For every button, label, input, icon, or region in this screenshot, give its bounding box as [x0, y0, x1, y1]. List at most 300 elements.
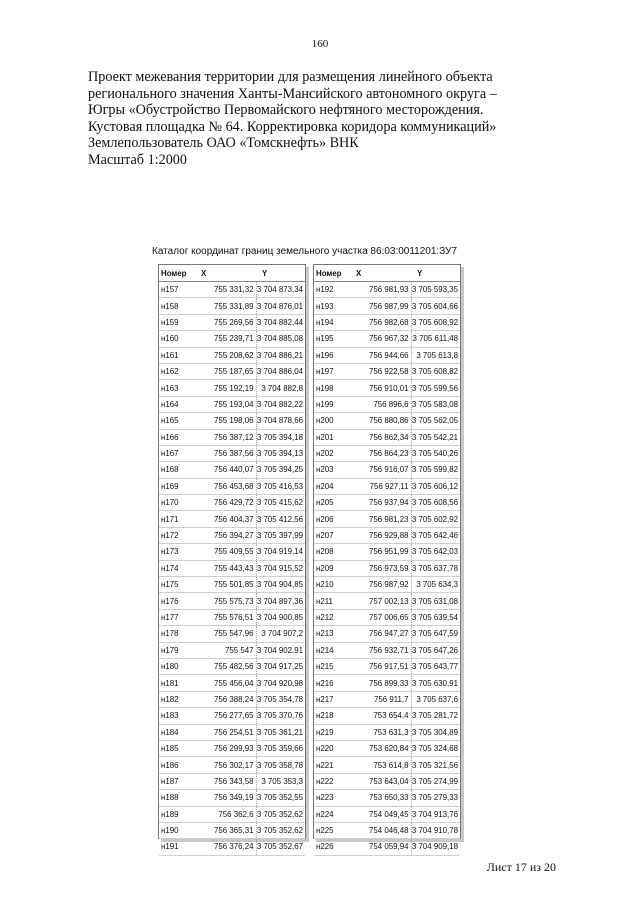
table-row: [159, 675, 305, 691]
x-coordinate-cell: 756 254,51: [195, 724, 256, 740]
point-number-cell: н220: [314, 740, 350, 756]
y-coordinate-cell: 3 704 882,44: [256, 314, 305, 330]
x-coordinate-cell: 756 916,07: [350, 462, 411, 478]
y-coordinate-cell: 3 705 604,66: [411, 298, 460, 314]
page-number: 160: [311, 38, 329, 50]
x-coordinate-cell: 756 911,7: [350, 691, 411, 707]
column-header-number: Номер: [159, 265, 195, 282]
table-row: [159, 740, 305, 756]
catalog-title: Каталог координат границ земельного участка 86:03:0011201:ЗУ7: [152, 246, 458, 257]
table-row: [159, 331, 305, 347]
table-row: [159, 282, 305, 298]
x-coordinate-cell: 753 614,8: [350, 757, 411, 773]
column-header-x: X: [195, 265, 256, 282]
point-number-cell: н160: [159, 331, 195, 347]
point-number-cell: н182: [159, 691, 195, 707]
table-row: [314, 658, 460, 674]
x-coordinate-cell: 754 046,48: [350, 822, 411, 838]
table-row: [159, 839, 305, 855]
point-number-cell: н215: [314, 658, 350, 674]
table-row: [314, 708, 460, 724]
table-row: [314, 577, 460, 593]
point-number-cell: н158: [159, 298, 195, 314]
x-coordinate-cell: 756 982,68: [350, 314, 411, 330]
table-row: [314, 724, 460, 740]
y-coordinate-cell: 3 705 352,62: [256, 822, 305, 838]
point-number-cell: н165: [159, 413, 195, 429]
table-row: [159, 658, 305, 674]
y-coordinate-cell: 3 704 904,85: [256, 577, 305, 593]
point-number-cell: н169: [159, 478, 195, 494]
point-number-cell: н203: [314, 462, 350, 478]
point-number-cell: н195: [314, 331, 350, 347]
y-coordinate-cell: 3 705 608,82: [411, 363, 460, 379]
table-row: [159, 822, 305, 838]
x-coordinate-cell: 755 208,62: [195, 347, 256, 363]
x-coordinate-cell: 756 932,71: [350, 642, 411, 658]
point-number-cell: н198: [314, 380, 350, 396]
y-coordinate-cell: 3 705 611,48: [411, 331, 460, 347]
heading-line: Проект межевания территории для размещения линейного объекта: [88, 69, 493, 85]
table-row: [314, 822, 460, 838]
point-number-cell: н202: [314, 445, 350, 461]
y-coordinate-cell: 3 705 352,55: [256, 790, 305, 806]
point-number-cell: н175: [159, 577, 195, 593]
point-number-cell: н221: [314, 757, 350, 773]
x-coordinate-cell: 755 547,96: [195, 626, 256, 642]
x-coordinate-cell: 756 376,24: [195, 839, 256, 855]
x-coordinate-cell: 755 331,89: [195, 298, 256, 314]
point-number-cell: н191: [159, 839, 195, 855]
y-coordinate-cell: 3 704 886,04: [256, 363, 305, 379]
x-coordinate-cell: 753 650,33: [350, 790, 411, 806]
point-number-cell: н199: [314, 396, 350, 412]
x-coordinate-cell: 757 002,13: [350, 593, 411, 609]
y-coordinate-cell: 3 704 910,78: [411, 822, 460, 838]
point-number-cell: н209: [314, 560, 350, 576]
table-row: [159, 445, 305, 461]
point-number-cell: н197: [314, 363, 350, 379]
point-number-cell: н173: [159, 544, 195, 560]
x-coordinate-cell: 755 331,32: [195, 282, 256, 298]
x-coordinate-cell: 757 006,65: [350, 609, 411, 625]
x-coordinate-cell: 756 981,23: [350, 511, 411, 527]
point-number-cell: н188: [159, 790, 195, 806]
table-row: [159, 757, 305, 773]
y-coordinate-cell: 3 704 882,8: [256, 380, 305, 396]
point-number-cell: н192: [314, 282, 350, 298]
x-coordinate-cell: 755 443,43: [195, 560, 256, 576]
y-coordinate-cell: 3 705 416,53: [256, 478, 305, 494]
table-row: [159, 363, 305, 379]
y-coordinate-cell: 3 704 876,01: [256, 298, 305, 314]
point-number-cell: н179: [159, 642, 195, 658]
y-coordinate-cell: 3 705 613,8: [411, 347, 460, 363]
x-coordinate-cell: 754 059,94: [350, 839, 411, 855]
x-coordinate-cell: 756 429,72: [195, 495, 256, 511]
table-row: [159, 626, 305, 642]
x-coordinate-cell: 756 388,24: [195, 691, 256, 707]
table-row: [314, 626, 460, 642]
y-coordinate-cell: 3 704 885,08: [256, 331, 305, 347]
y-coordinate-cell: 3 705 630,91: [411, 675, 460, 691]
y-coordinate-cell: 3 705 608,56: [411, 495, 460, 511]
point-number-cell: н167: [159, 445, 195, 461]
point-number-cell: н161: [159, 347, 195, 363]
y-coordinate-cell: 3 705 643,77: [411, 658, 460, 674]
table-row: [314, 839, 460, 855]
y-coordinate-cell: 3 704 897,36: [256, 593, 305, 609]
table-row: [314, 478, 460, 494]
x-coordinate-cell: 755 501,85: [195, 577, 256, 593]
y-coordinate-cell: 3 705 634,3: [411, 577, 460, 593]
y-coordinate-cell: 3 705 279,33: [411, 790, 460, 806]
table-row: [314, 445, 460, 461]
y-coordinate-cell: 3 705 281,72: [411, 708, 460, 724]
x-coordinate-cell: 756 277,65: [195, 708, 256, 724]
y-coordinate-cell: 3 705 352,62: [256, 806, 305, 822]
table-row: [159, 773, 305, 789]
heading-line: Кустовая площадка № 64. Корректировка коридора коммуникаций»: [88, 118, 497, 135]
point-number-cell: н181: [159, 675, 195, 691]
coordinates-table-right: [313, 264, 461, 852]
y-coordinate-cell: 3 705 394,13: [256, 445, 305, 461]
y-coordinate-cell: 3 705 370,76: [256, 708, 305, 724]
table-row: [314, 462, 460, 478]
point-number-cell: н210: [314, 577, 350, 593]
table-row: [159, 347, 305, 363]
point-number-cell: н218: [314, 708, 350, 724]
x-coordinate-cell: 755 269,56: [195, 314, 256, 330]
point-number-cell: н186: [159, 757, 195, 773]
table-row: [314, 331, 460, 347]
table-row: [314, 282, 460, 298]
y-coordinate-cell: 3 705 361,21: [256, 724, 305, 740]
y-coordinate-cell: 3 705 359,66: [256, 740, 305, 756]
table-row: [159, 806, 305, 822]
y-coordinate-cell: 3 705 606,12: [411, 478, 460, 494]
x-coordinate-cell: 756 404,37: [195, 511, 256, 527]
table-row: [314, 363, 460, 379]
point-number-cell: н184: [159, 724, 195, 740]
x-coordinate-cell: 753 620,84: [350, 740, 411, 756]
point-number-cell: н168: [159, 462, 195, 478]
y-coordinate-cell: 3 705 397,99: [256, 527, 305, 543]
x-coordinate-cell: 756 987,99: [350, 298, 411, 314]
point-number-cell: н217: [314, 691, 350, 707]
table-row: [314, 314, 460, 330]
x-coordinate-cell: 756 929,88: [350, 527, 411, 543]
x-coordinate-cell: 755 575,73: [195, 593, 256, 609]
x-coordinate-cell: 756 343,58: [195, 773, 256, 789]
x-coordinate-cell: 756 981,93: [350, 282, 411, 298]
table-row: [314, 527, 460, 543]
point-number-cell: н180: [159, 658, 195, 674]
x-coordinate-cell: 756 917,51: [350, 658, 411, 674]
y-coordinate-cell: 3 705 274,99: [411, 773, 460, 789]
y-coordinate-cell: 3 705 562,05: [411, 413, 460, 429]
point-number-cell: н170: [159, 495, 195, 511]
x-coordinate-cell: 753 643,04: [350, 773, 411, 789]
x-coordinate-cell: 756 862,34: [350, 429, 411, 445]
y-coordinate-cell: 3 704 920,98: [256, 675, 305, 691]
point-number-cell: н171: [159, 511, 195, 527]
point-number-cell: н185: [159, 740, 195, 756]
point-number-cell: н201: [314, 429, 350, 445]
y-coordinate-cell: 3 705 412,56: [256, 511, 305, 527]
table-row: [159, 298, 305, 314]
table-row: [159, 724, 305, 740]
table-row: [314, 298, 460, 314]
table-row: [314, 347, 460, 363]
x-coordinate-cell: 756 951,99: [350, 544, 411, 560]
x-coordinate-cell: 755 198,06: [195, 413, 256, 429]
y-coordinate-cell: 3 704 915,52: [256, 560, 305, 576]
table-row: [314, 806, 460, 822]
point-number-cell: н213: [314, 626, 350, 642]
y-coordinate-cell: 3 705 637,6: [411, 691, 460, 707]
table-row: [159, 478, 305, 494]
table-row: [314, 691, 460, 707]
table-row: [314, 740, 460, 756]
point-number-cell: н222: [314, 773, 350, 789]
y-coordinate-cell: 3 705 642,46: [411, 527, 460, 543]
table-header-row: [314, 265, 460, 282]
table-row: [314, 609, 460, 625]
x-coordinate-cell: 756 967,32: [350, 331, 411, 347]
column-header-y: Y: [256, 265, 305, 282]
table-row: [314, 380, 460, 396]
y-coordinate-cell: 3 705 540,26: [411, 445, 460, 461]
document-heading: [88, 69, 568, 169]
table-row: [159, 413, 305, 429]
y-coordinate-cell: 3 705 639,54: [411, 609, 460, 625]
table-row: [314, 790, 460, 806]
y-coordinate-cell: 3 705 394,18: [256, 429, 305, 445]
x-coordinate-cell: 756 349,19: [195, 790, 256, 806]
y-coordinate-cell: 3 705 642,03: [411, 544, 460, 560]
y-coordinate-cell: 3 705 631,08: [411, 593, 460, 609]
x-coordinate-cell: 755 456,04: [195, 675, 256, 691]
y-coordinate-cell: 3 705 415,62: [256, 495, 305, 511]
table-row: [159, 708, 305, 724]
heading-line: Землепользователь ОАО «Томскнефть» ВНК: [88, 135, 359, 152]
x-coordinate-cell: 756 302,17: [195, 757, 256, 773]
x-coordinate-cell: 756 910,01: [350, 380, 411, 396]
table-row: [159, 642, 305, 658]
point-number-cell: н162: [159, 363, 195, 379]
y-coordinate-cell: 3 705 602,92: [411, 511, 460, 527]
table-row: [159, 462, 305, 478]
point-number-cell: н224: [314, 806, 350, 822]
y-coordinate-cell: 3 704 917,25: [256, 658, 305, 674]
y-coordinate-cell: 3 704 873,34: [256, 282, 305, 298]
x-coordinate-cell: 756 927,11: [350, 478, 411, 494]
point-number-cell: н223: [314, 790, 350, 806]
table-row: [159, 691, 305, 707]
table-row: [159, 593, 305, 609]
table-row: [314, 495, 460, 511]
y-coordinate-cell: 3 705 647,59: [411, 626, 460, 642]
table-row: [314, 429, 460, 445]
point-number-cell: н206: [314, 511, 350, 527]
point-number-cell: н205: [314, 495, 350, 511]
y-coordinate-cell: 3 704 907,2: [256, 626, 305, 642]
x-coordinate-cell: 755 187,65: [195, 363, 256, 379]
sheet-footer: Лист 17 из 20: [486, 860, 556, 874]
y-coordinate-cell: 3 705 583,08: [411, 396, 460, 412]
table-row: [314, 773, 460, 789]
x-coordinate-cell: 756 394,27: [195, 527, 256, 543]
x-coordinate-cell: 756 880,86: [350, 413, 411, 429]
point-number-cell: н207: [314, 527, 350, 543]
point-number-cell: н212: [314, 609, 350, 625]
point-number-cell: н183: [159, 708, 195, 724]
x-coordinate-cell: 756 387,12: [195, 429, 256, 445]
point-number-cell: н219: [314, 724, 350, 740]
y-coordinate-cell: 3 704 886,21: [256, 347, 305, 363]
y-coordinate-cell: 3 705 321,56: [411, 757, 460, 773]
point-number-cell: н187: [159, 773, 195, 789]
point-number-cell: н204: [314, 478, 350, 494]
table-row: [314, 593, 460, 609]
x-coordinate-cell: 756 922,58: [350, 363, 411, 379]
x-coordinate-cell: 756 973,59: [350, 560, 411, 576]
y-coordinate-cell: 3 704 882,22: [256, 396, 305, 412]
point-number-cell: н200: [314, 413, 350, 429]
table-row: [314, 396, 460, 412]
x-coordinate-cell: 756 944,66: [350, 347, 411, 363]
x-coordinate-cell: 756 362,6: [195, 806, 256, 822]
x-coordinate-cell: 756 365,31: [195, 822, 256, 838]
y-coordinate-cell: 3 704 902,91: [256, 642, 305, 658]
y-coordinate-cell: 3 705 637,78: [411, 560, 460, 576]
heading-line: регионального значения Ханты-Мансийского автономного округа –: [88, 85, 497, 102]
table-row: [159, 314, 305, 330]
point-number-cell: н194: [314, 314, 350, 330]
column-header-x: X: [350, 265, 411, 282]
point-number-cell: н163: [159, 380, 195, 396]
table-row: [159, 560, 305, 576]
point-number-cell: н193: [314, 298, 350, 314]
column-header-y: Y: [411, 265, 460, 282]
x-coordinate-cell: 754 049,45: [350, 806, 411, 822]
y-coordinate-cell: 3 705 358,78: [256, 757, 305, 773]
point-number-cell: н177: [159, 609, 195, 625]
x-coordinate-cell: 755 576,51: [195, 609, 256, 625]
table-row: [159, 429, 305, 445]
table-row: [159, 495, 305, 511]
x-coordinate-cell: 756 453,68: [195, 478, 256, 494]
y-coordinate-cell: 3 705 599,56: [411, 380, 460, 396]
x-coordinate-cell: 753 654,4: [350, 708, 411, 724]
table-row: [159, 511, 305, 527]
point-number-cell: н208: [314, 544, 350, 560]
column-header-number: Номер: [314, 265, 350, 282]
x-coordinate-cell: 755 193,04: [195, 396, 256, 412]
point-number-cell: н216: [314, 675, 350, 691]
x-coordinate-cell: 755 239,71: [195, 331, 256, 347]
point-number-cell: н226: [314, 839, 350, 855]
x-coordinate-cell: 756 937,94: [350, 495, 411, 511]
table-header-row: [159, 265, 305, 282]
y-coordinate-cell: 3 705 354,78: [256, 691, 305, 707]
y-coordinate-cell: 3 704 913,76: [411, 806, 460, 822]
point-number-cell: н166: [159, 429, 195, 445]
table-row: [159, 790, 305, 806]
x-coordinate-cell: 756 864,23: [350, 445, 411, 461]
x-coordinate-cell: 755 482,56: [195, 658, 256, 674]
y-coordinate-cell: 3 705 324,68: [411, 740, 460, 756]
point-number-cell: н225: [314, 822, 350, 838]
heading-line: Масштаб 1:2000: [88, 151, 187, 168]
x-coordinate-cell: 756 987,92: [350, 577, 411, 593]
point-number-cell: н159: [159, 314, 195, 330]
table-row: [159, 609, 305, 625]
point-number-cell: н164: [159, 396, 195, 412]
table-row: [314, 675, 460, 691]
y-coordinate-cell: 3 705 608,92: [411, 314, 460, 330]
y-coordinate-cell: 3 704 878,66: [256, 413, 305, 429]
x-coordinate-cell: 756 899,33: [350, 675, 411, 691]
y-coordinate-cell: 3 705 352,67: [256, 839, 305, 855]
table-row: [159, 577, 305, 593]
coordinates-table-left: [158, 264, 306, 852]
point-number-cell: н214: [314, 642, 350, 658]
y-coordinate-cell: 3 705 542,21: [411, 429, 460, 445]
point-number-cell: н174: [159, 560, 195, 576]
x-coordinate-cell: 756 947,27: [350, 626, 411, 642]
table-row: [314, 642, 460, 658]
x-coordinate-cell: 755 547: [195, 642, 256, 658]
point-number-cell: н178: [159, 626, 195, 642]
point-number-cell: н196: [314, 347, 350, 363]
y-coordinate-cell: 3 705 647,26: [411, 642, 460, 658]
point-number-cell: н172: [159, 527, 195, 543]
table-row: [314, 511, 460, 527]
table-row: [159, 380, 305, 396]
table-row: [314, 544, 460, 560]
point-number-cell: н189: [159, 806, 195, 822]
point-number-cell: н211: [314, 593, 350, 609]
y-coordinate-cell: 3 705 593,35: [411, 282, 460, 298]
x-coordinate-cell: 756 440,07: [195, 462, 256, 478]
y-coordinate-cell: 3 704 900,85: [256, 609, 305, 625]
table-row: [314, 757, 460, 773]
x-coordinate-cell: 756 299,93: [195, 740, 256, 756]
table-row: [159, 527, 305, 543]
x-coordinate-cell: 755 192,19: [195, 380, 256, 396]
table-row: [314, 560, 460, 576]
y-coordinate-cell: 3 704 919,14: [256, 544, 305, 560]
heading-line: Югры «Обустройство Первомайского нефтяного месторождения.: [88, 102, 484, 119]
x-coordinate-cell: 756 896,6: [350, 396, 411, 412]
point-number-cell: н157: [159, 282, 195, 298]
x-coordinate-cell: 755 409,55: [195, 544, 256, 560]
point-number-cell: н190: [159, 822, 195, 838]
x-coordinate-cell: 756 387,56: [195, 445, 256, 461]
table-row: [314, 413, 460, 429]
table-row: [159, 396, 305, 412]
y-coordinate-cell: 3 704 909,18: [411, 839, 460, 855]
table-row: [159, 544, 305, 560]
y-coordinate-cell: 3 705 599,82: [411, 462, 460, 478]
point-number-cell: н176: [159, 593, 195, 609]
y-coordinate-cell: 3 705 394,25: [256, 462, 305, 478]
x-coordinate-cell: 753 631,3: [350, 724, 411, 740]
y-coordinate-cell: 3 705 304,89: [411, 724, 460, 740]
y-coordinate-cell: 3 705 353,3: [256, 773, 305, 789]
